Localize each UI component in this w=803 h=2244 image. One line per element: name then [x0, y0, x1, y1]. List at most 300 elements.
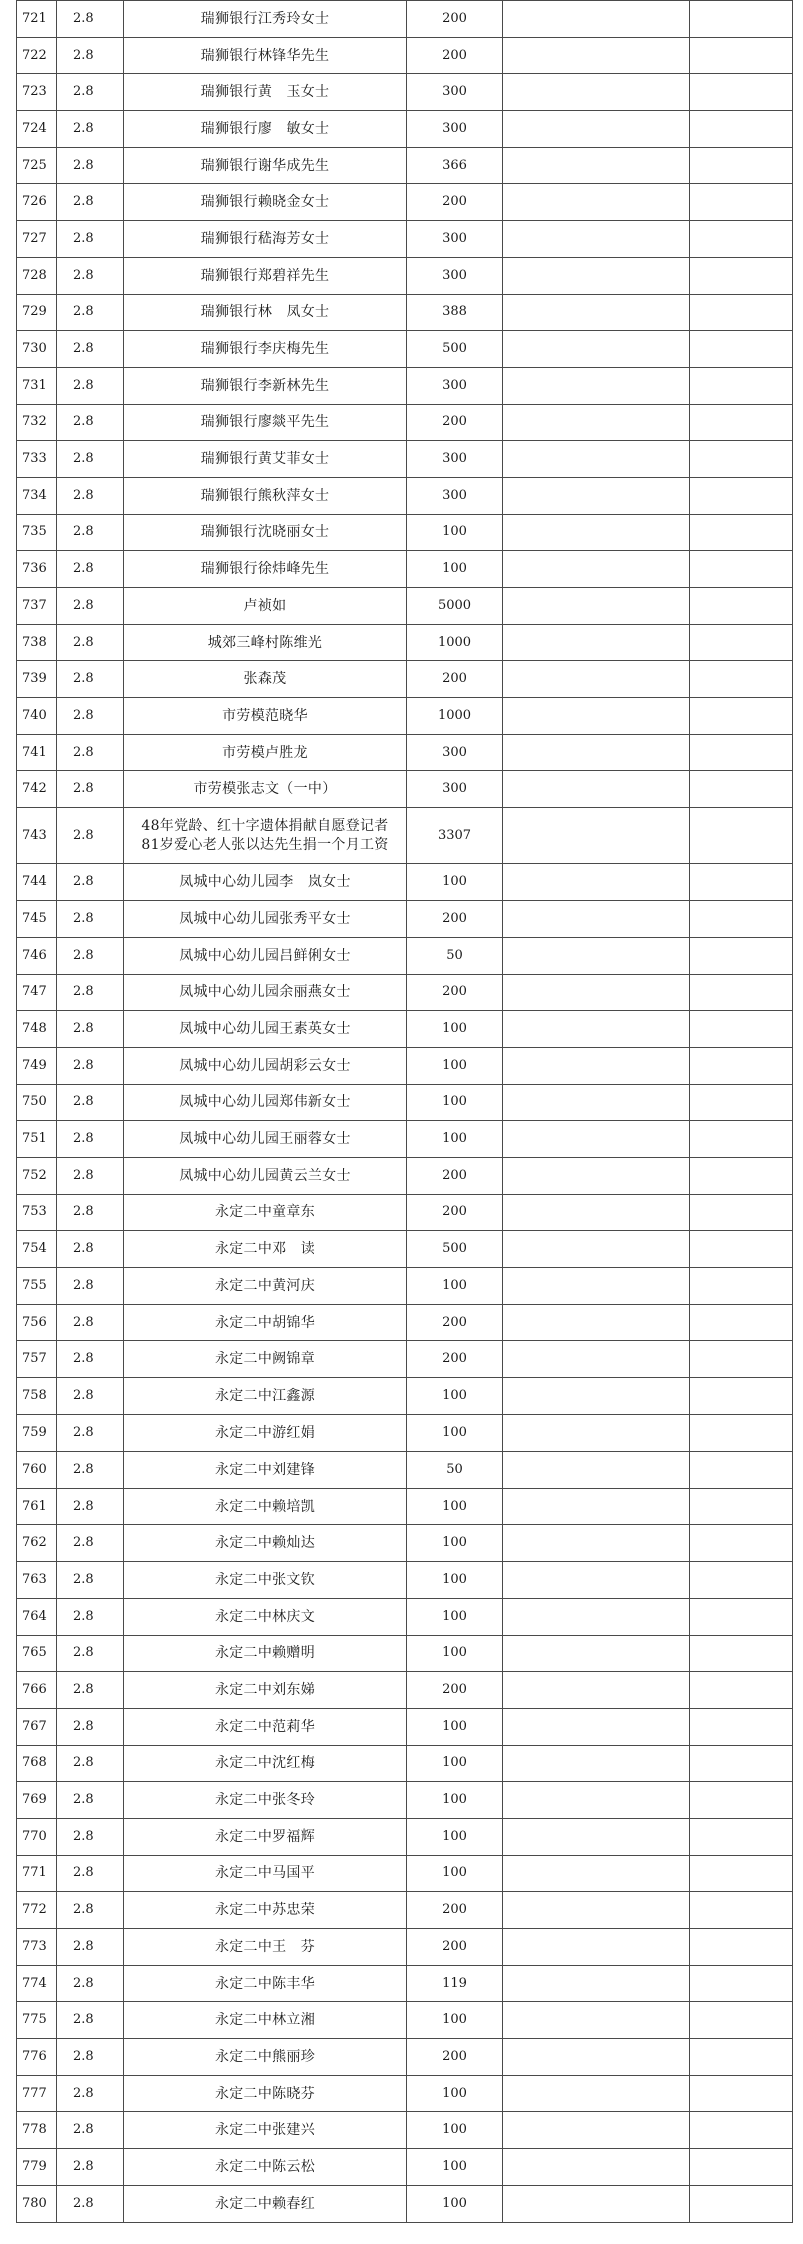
donor-name-cell: 永定二中王 芬: [124, 1929, 407, 1966]
amount-cell: 100: [407, 1635, 503, 1672]
empty-cell: [503, 661, 690, 698]
table-row: [17, 1855, 793, 1892]
table-row: [17, 661, 793, 698]
row-number-cell: 723: [17, 74, 57, 111]
date-cell: 2.8: [57, 184, 124, 221]
donor-name-cell: 永定二中江鑫源: [124, 1378, 407, 1415]
empty-cell: [503, 37, 690, 74]
date-cell: 2.8: [57, 1745, 124, 1782]
date-cell: 2.8: [57, 1268, 124, 1305]
amount-cell: 100: [407, 1084, 503, 1121]
table-row: [17, 1084, 793, 1121]
donor-name-cell: 永定二中阙锦章: [124, 1341, 407, 1378]
empty-cell: [503, 74, 690, 111]
date-cell: 2.8: [57, 2149, 124, 2186]
empty-cell: [503, 1708, 690, 1745]
empty-cell: [690, 624, 793, 661]
date-cell: 2.8: [57, 551, 124, 588]
date-cell: 2.8: [57, 588, 124, 625]
amount-cell: 100: [407, 1268, 503, 1305]
table-row: [17, 624, 793, 661]
empty-cell: [503, 1452, 690, 1489]
empty-cell: [690, 294, 793, 331]
date-cell: 2.8: [57, 367, 124, 404]
row-number-cell: 774: [17, 1965, 57, 2002]
empty-cell: [503, 1121, 690, 1158]
amount-cell: 200: [407, 2039, 503, 2076]
row-number-cell: 728: [17, 257, 57, 294]
table-row: [17, 184, 793, 221]
donor-name-cell: 瑞狮银行廖 敏女士: [124, 111, 407, 148]
amount-cell: 300: [407, 734, 503, 771]
amount-cell: 50: [407, 1452, 503, 1489]
row-number-cell: 754: [17, 1231, 57, 1268]
table-row: [17, 1965, 793, 2002]
donor-name-cell: 凤城中心幼儿园吕鲜俐女士: [124, 937, 407, 974]
date-cell: 2.8: [57, 2112, 124, 2149]
row-number-cell: 764: [17, 1598, 57, 1635]
empty-cell: [503, 2112, 690, 2149]
empty-cell: [503, 1304, 690, 1341]
date-cell: 2.8: [57, 808, 124, 864]
table-row: [17, 1525, 793, 1562]
amount-cell: 200: [407, 1929, 503, 1966]
row-number-cell: 736: [17, 551, 57, 588]
table-row: [17, 1635, 793, 1672]
date-cell: 2.8: [57, 1562, 124, 1599]
empty-cell: [503, 2039, 690, 2076]
row-number-cell: 778: [17, 2112, 57, 2149]
amount-cell: 100: [407, 1855, 503, 1892]
table-row: [17, 2112, 793, 2149]
donor-name-cell: 永定二中赖培凯: [124, 1488, 407, 1525]
donor-name-cell: 永定二中游红娟: [124, 1415, 407, 1452]
table-row: [17, 551, 793, 588]
row-number-cell: 768: [17, 1745, 57, 1782]
amount-cell: 200: [407, 1341, 503, 1378]
empty-cell: [690, 1231, 793, 1268]
date-cell: 2.8: [57, 1, 124, 38]
date-cell: 2.8: [57, 901, 124, 938]
date-cell: 2.8: [57, 2039, 124, 2076]
table-row: [17, 1378, 793, 1415]
date-cell: 2.8: [57, 147, 124, 184]
row-number-cell: 769: [17, 1782, 57, 1819]
amount-cell: 100: [407, 864, 503, 901]
donor-name-cell: 永定二中张冬玲: [124, 1782, 407, 1819]
empty-cell: [690, 937, 793, 974]
amount-cell: 200: [407, 1, 503, 38]
table-row: [17, 1047, 793, 1084]
donor-name-cell: 瑞狮银行熊秋萍女士: [124, 477, 407, 514]
donor-name-line-1: 48年党龄、红十字遗体捐献自愿登记者: [141, 817, 389, 834]
empty-cell: [503, 1378, 690, 1415]
table-row: [17, 1011, 793, 1048]
table-row: [17, 2039, 793, 2076]
row-number-cell: 721: [17, 1, 57, 38]
empty-cell: [690, 514, 793, 551]
row-number-cell: 770: [17, 1818, 57, 1855]
amount-cell: 300: [407, 367, 503, 404]
table-row: [17, 901, 793, 938]
table-row: [17, 2149, 793, 2186]
table-row: [17, 514, 793, 551]
amount-cell: 100: [407, 2149, 503, 2186]
row-number-cell: 747: [17, 974, 57, 1011]
amount-cell: 300: [407, 74, 503, 111]
empty-cell: [690, 901, 793, 938]
table-row: [17, 404, 793, 441]
empty-cell: [503, 1782, 690, 1819]
empty-cell: [690, 2039, 793, 2076]
empty-cell: [690, 2075, 793, 2112]
empty-cell: [690, 1855, 793, 1892]
date-cell: 2.8: [57, 1525, 124, 1562]
donor-name-cell: 永定二中熊丽珍: [124, 2039, 407, 2076]
empty-cell: [690, 1488, 793, 1525]
empty-cell: [690, 184, 793, 221]
table-row: [17, 1157, 793, 1194]
empty-cell: [690, 551, 793, 588]
empty-cell: [690, 771, 793, 808]
date-cell: 2.8: [57, 1929, 124, 1966]
empty-cell: [690, 1, 793, 38]
amount-cell: 119: [407, 1965, 503, 2002]
date-cell: 2.8: [57, 974, 124, 1011]
table-row: [17, 331, 793, 368]
amount-cell: 300: [407, 441, 503, 478]
row-number-cell: 752: [17, 1157, 57, 1194]
empty-cell: [690, 1157, 793, 1194]
donor-name-cell: 市劳模张志文（一中）: [124, 771, 407, 808]
empty-cell: [690, 1598, 793, 1635]
row-number-cell: 748: [17, 1011, 57, 1048]
row-number-cell: 737: [17, 588, 57, 625]
table-row: [17, 1745, 793, 1782]
donor-name-cell: 瑞狮银行李新林先生: [124, 367, 407, 404]
amount-cell: 200: [407, 661, 503, 698]
empty-cell: [503, 1047, 690, 1084]
empty-cell: [503, 514, 690, 551]
amount-cell: 100: [407, 2075, 503, 2112]
date-cell: 2.8: [57, 1341, 124, 1378]
empty-cell: [503, 1011, 690, 1048]
row-number-cell: 758: [17, 1378, 57, 1415]
table-row: [17, 2002, 793, 2039]
date-cell: 2.8: [57, 477, 124, 514]
row-number-cell: 779: [17, 2149, 57, 2186]
table-row: [17, 111, 793, 148]
date-cell: 2.8: [57, 1304, 124, 1341]
table-row: [17, 698, 793, 735]
empty-cell: [503, 771, 690, 808]
table-row: [17, 1818, 793, 1855]
donor-name-cell: 瑞狮银行黄艾菲女士: [124, 441, 407, 478]
date-cell: 2.8: [57, 1488, 124, 1525]
row-number-cell: 732: [17, 404, 57, 441]
date-cell: 2.8: [57, 257, 124, 294]
amount-cell: 100: [407, 1745, 503, 1782]
date-cell: 2.8: [57, 441, 124, 478]
date-cell: 2.8: [57, 1818, 124, 1855]
amount-cell: 200: [407, 1672, 503, 1709]
empty-cell: [690, 1121, 793, 1158]
empty-cell: [503, 294, 690, 331]
row-number-cell: 738: [17, 624, 57, 661]
amount-cell: 300: [407, 477, 503, 514]
donor-name-cell: 永定二中赖灿达: [124, 1525, 407, 1562]
empty-cell: [503, 1231, 690, 1268]
amount-cell: 388: [407, 294, 503, 331]
row-number-cell: 741: [17, 734, 57, 771]
table-row: [17, 2185, 793, 2222]
table-row: [17, 1268, 793, 1305]
date-cell: 2.8: [57, 1415, 124, 1452]
row-number-cell: 763: [17, 1562, 57, 1599]
table-row: [17, 974, 793, 1011]
date-cell: 2.8: [57, 661, 124, 698]
amount-cell: 100: [407, 1378, 503, 1415]
donor-name-cell: 城郊三峰村陈维光: [124, 624, 407, 661]
row-number-cell: 762: [17, 1525, 57, 1562]
empty-cell: [690, 331, 793, 368]
donor-name-cell: 瑞狮银行江秀玲女士: [124, 1, 407, 38]
empty-cell: [690, 221, 793, 258]
empty-cell: [690, 1378, 793, 1415]
table-row: [17, 771, 793, 808]
empty-cell: [503, 2075, 690, 2112]
empty-cell: [690, 1084, 793, 1121]
table-row: [17, 74, 793, 111]
empty-cell: [690, 2002, 793, 2039]
date-cell: 2.8: [57, 74, 124, 111]
donor-name-cell: 瑞狮银行林锋华先生: [124, 37, 407, 74]
donor-name-cell: 永定二中林庆文: [124, 1598, 407, 1635]
amount-cell: 500: [407, 1231, 503, 1268]
amount-cell: 200: [407, 901, 503, 938]
donor-name-cell: 瑞狮银行谢华成先生: [124, 147, 407, 184]
empty-cell: [503, 1855, 690, 1892]
table-row: [17, 1598, 793, 1635]
empty-cell: [690, 864, 793, 901]
amount-cell: 300: [407, 111, 503, 148]
row-number-cell: 755: [17, 1268, 57, 1305]
empty-cell: [503, 1562, 690, 1599]
empty-cell: [503, 184, 690, 221]
empty-cell: [503, 1818, 690, 1855]
table-row: [17, 1194, 793, 1231]
empty-cell: [690, 661, 793, 698]
date-cell: 2.8: [57, 771, 124, 808]
date-cell: 2.8: [57, 1231, 124, 1268]
empty-cell: [503, 1672, 690, 1709]
row-number-cell: 753: [17, 1194, 57, 1231]
empty-cell: [690, 367, 793, 404]
row-number-cell: 751: [17, 1121, 57, 1158]
amount-cell: 200: [407, 37, 503, 74]
row-number-cell: 727: [17, 221, 57, 258]
empty-cell: [503, 404, 690, 441]
empty-cell: [503, 1194, 690, 1231]
amount-cell: 3307: [407, 808, 503, 864]
donor-name-cell: 瑞狮银行郑碧祥先生: [124, 257, 407, 294]
empty-cell: [503, 734, 690, 771]
amount-cell: 50: [407, 937, 503, 974]
table-row: [17, 257, 793, 294]
donor-name-cell: 永定二中陈晓芬: [124, 2075, 407, 2112]
date-cell: 2.8: [57, 1194, 124, 1231]
amount-cell: 100: [407, 1488, 503, 1525]
empty-cell: [690, 441, 793, 478]
date-cell: 2.8: [57, 1157, 124, 1194]
empty-cell: [503, 1268, 690, 1305]
row-number-cell: 745: [17, 901, 57, 938]
date-cell: 2.8: [57, 1598, 124, 1635]
row-number-cell: 731: [17, 367, 57, 404]
empty-cell: [690, 808, 793, 864]
date-cell: 2.8: [57, 404, 124, 441]
row-number-cell: 760: [17, 1452, 57, 1489]
empty-cell: [503, 367, 690, 404]
empty-cell: [690, 74, 793, 111]
amount-cell: 100: [407, 1708, 503, 1745]
table-row: [17, 1782, 793, 1819]
empty-cell: [503, 698, 690, 735]
table-row: [17, 588, 793, 625]
amount-cell: 100: [407, 1047, 503, 1084]
table-row: [17, 477, 793, 514]
donor-name-cell: 瑞狮银行徐炜峰先生: [124, 551, 407, 588]
donor-name-cell: 永定二中陈云松: [124, 2149, 407, 2186]
amount-cell: 100: [407, 1562, 503, 1599]
donor-name-cell: 凤城中心幼儿园胡彩云女士: [124, 1047, 407, 1084]
empty-cell: [503, 221, 690, 258]
table-row: [17, 441, 793, 478]
empty-cell: [690, 974, 793, 1011]
empty-cell: [690, 257, 793, 294]
empty-cell: [690, 1011, 793, 1048]
donor-name-cell: 永定二中刘东娣: [124, 1672, 407, 1709]
donor-name-cell: 永定二中苏忠荣: [124, 1892, 407, 1929]
donor-name-cell: 永定二中童章东: [124, 1194, 407, 1231]
empty-cell: [690, 1818, 793, 1855]
table-row: [17, 1929, 793, 1966]
empty-cell: [503, 111, 690, 148]
row-number-cell: 759: [17, 1415, 57, 1452]
empty-cell: [690, 1635, 793, 1672]
donor-name-cell: 凤城中心幼儿园王丽蓉女士: [124, 1121, 407, 1158]
date-cell: 2.8: [57, 1047, 124, 1084]
amount-cell: 500: [407, 331, 503, 368]
date-cell: 2.8: [57, 1635, 124, 1672]
empty-cell: [690, 1929, 793, 1966]
donor-name-cell: 永定二中张建兴: [124, 2112, 407, 2149]
table-row: [17, 221, 793, 258]
donor-name-cell: 永定二中罗福辉: [124, 1818, 407, 1855]
empty-cell: [503, 1, 690, 38]
date-cell: 2.8: [57, 1855, 124, 1892]
date-cell: 2.8: [57, 2002, 124, 2039]
donor-name-cell: 凤城中心幼儿园郑伟新女士: [124, 1084, 407, 1121]
table-row: [17, 294, 793, 331]
amount-cell: 300: [407, 257, 503, 294]
date-cell: 2.8: [57, 294, 124, 331]
row-number-cell: 765: [17, 1635, 57, 1672]
row-number-cell: 722: [17, 37, 57, 74]
row-number-cell: 773: [17, 1929, 57, 1966]
empty-cell: [690, 1745, 793, 1782]
empty-cell: [503, 1415, 690, 1452]
table-body: [17, 1, 793, 2223]
donor-name-cell: 永定二中赖春红: [124, 2185, 407, 2222]
amount-cell: 100: [407, 1525, 503, 1562]
empty-cell: [690, 1672, 793, 1709]
empty-cell: [503, 1745, 690, 1782]
date-cell: 2.8: [57, 2075, 124, 2112]
table-row: [17, 147, 793, 184]
empty-cell: [503, 1892, 690, 1929]
empty-cell: [503, 147, 690, 184]
amount-cell: 200: [407, 974, 503, 1011]
empty-cell: [503, 1965, 690, 2002]
amount-cell: 100: [407, 514, 503, 551]
table-row: [17, 1488, 793, 1525]
empty-cell: [503, 808, 690, 864]
empty-cell: [690, 1892, 793, 1929]
empty-cell: [503, 1598, 690, 1635]
amount-cell: 100: [407, 2185, 503, 2222]
empty-cell: [503, 937, 690, 974]
row-number-cell: 750: [17, 1084, 57, 1121]
empty-cell: [690, 147, 793, 184]
empty-cell: [503, 477, 690, 514]
row-number-cell: 776: [17, 2039, 57, 2076]
donor-name-cell: 卢祯如: [124, 588, 407, 625]
date-cell: 2.8: [57, 1452, 124, 1489]
table-row: [17, 808, 793, 864]
donor-name-cell: 凤城中心幼儿园李 岚女士: [124, 864, 407, 901]
date-cell: 2.8: [57, 514, 124, 551]
amount-cell: 100: [407, 2002, 503, 2039]
amount-cell: 200: [407, 1304, 503, 1341]
row-number-cell: 724: [17, 111, 57, 148]
row-number-cell: 730: [17, 331, 57, 368]
date-cell: 2.8: [57, 1378, 124, 1415]
date-cell: 2.8: [57, 331, 124, 368]
donor-name-cell: 瑞狮银行沈晓丽女士: [124, 514, 407, 551]
donor-name-cell: 永定二中胡锦华: [124, 1304, 407, 1341]
empty-cell: [690, 37, 793, 74]
empty-cell: [503, 1488, 690, 1525]
date-cell: 2.8: [57, 37, 124, 74]
empty-cell: [690, 1525, 793, 1562]
empty-cell: [503, 331, 690, 368]
donor-name-cell: 瑞狮银行黄 玉女士: [124, 74, 407, 111]
table-row: [17, 1231, 793, 1268]
empty-cell: [690, 1047, 793, 1084]
date-cell: 2.8: [57, 937, 124, 974]
donor-name-cell: 张森茂: [124, 661, 407, 698]
amount-cell: 300: [407, 771, 503, 808]
donor-name-cell: 凤城中心幼儿园张秀平女士: [124, 901, 407, 938]
empty-cell: [690, 1304, 793, 1341]
donor-name-cell: 凤城中心幼儿园黄云兰女士: [124, 1157, 407, 1194]
empty-cell: [690, 1268, 793, 1305]
row-number-cell: 772: [17, 1892, 57, 1929]
date-cell: 2.8: [57, 698, 124, 735]
table-row: [17, 1, 793, 38]
empty-cell: [503, 588, 690, 625]
